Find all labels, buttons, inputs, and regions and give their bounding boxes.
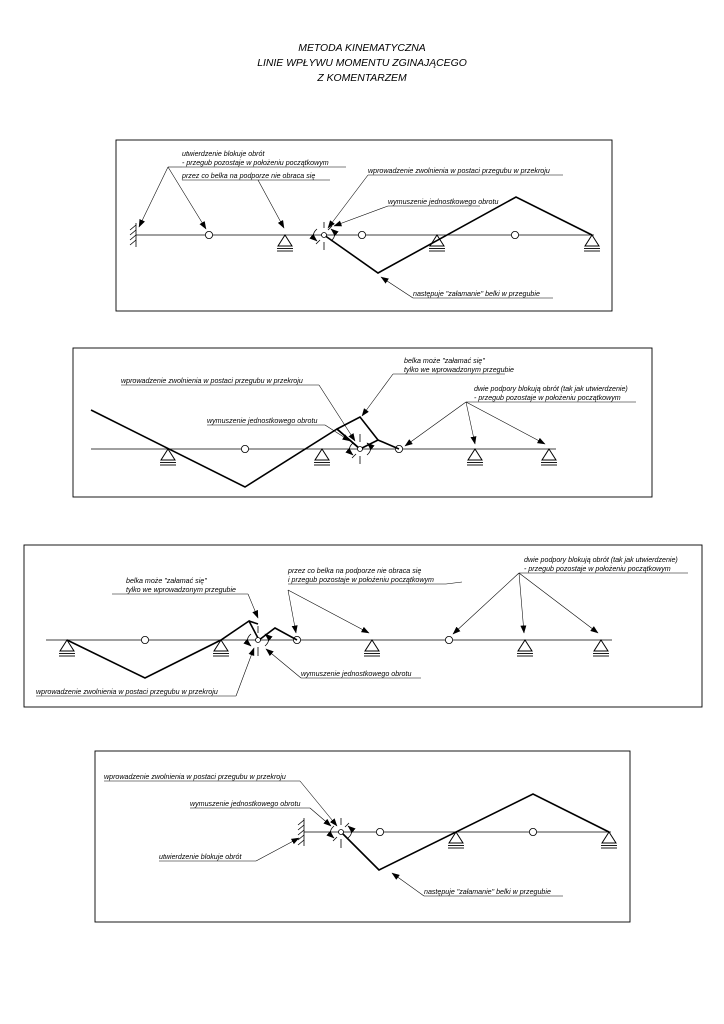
label-utwierdzenie: utwierdzenie blokuje obrót — [182, 150, 265, 158]
label-dwie-podpory: dwie podpory blokują obrót (tak jak utwierdzenie) — [474, 385, 628, 393]
hinge — [529, 828, 536, 835]
label-belka: belka może "załamać się" — [126, 577, 207, 585]
unit-rotation-symbol — [248, 626, 269, 656]
label-wymuszenie: wymuszenie jednostkowego obrotu — [207, 417, 318, 425]
title-line-1: METODA KINEMATYCZNA — [298, 43, 426, 54]
title-block — [257, 43, 467, 84]
label-belka: belka może "załamać się" — [404, 357, 485, 365]
label-wprowadzenie: wprowadzenie zwolnienia w postaci przegubu w przekroju — [368, 167, 550, 175]
roller-support — [277, 235, 293, 251]
hinge — [445, 636, 452, 643]
label-przegub-poczatkowy: i przegub pozostaje w położeniu początkowym — [288, 576, 434, 584]
roller-support — [517, 640, 533, 656]
panel-2 — [73, 348, 652, 497]
label-wymuszenie: wymuszenie jednostkowego obrotu — [190, 800, 301, 808]
label-wprowadzenie: wprowadzenie zwolnienia w postaci przegubu w przekroju — [104, 773, 286, 781]
roller-support — [314, 449, 330, 465]
panel-2-frame — [73, 348, 652, 497]
title-line-3: Z KOMENTARZEM — [317, 73, 407, 84]
label-przegub-poczatkowy: - przegub pozostaje w położeniu początkowym — [182, 159, 329, 167]
panel-1 — [116, 140, 612, 311]
label-wprowadzenie: wprowadzenie zwolnienia w postaci przegubu w przekroju — [36, 688, 218, 696]
hinge — [241, 445, 248, 452]
hinge — [358, 231, 365, 238]
influence-line — [360, 440, 399, 449]
roller-support — [467, 449, 483, 465]
hinge — [141, 636, 148, 643]
label-tylko: tylko we wprowadzonym przegubie — [126, 586, 237, 594]
label-nastepuje: następuje "załamanie" belki w przegubie — [424, 888, 551, 896]
influence-line — [259, 628, 297, 640]
roller-support — [593, 640, 609, 656]
label-przez-co: przez co belka na podporze nie obraca się — [288, 567, 422, 575]
roller-support — [364, 640, 380, 656]
panel-4 — [95, 751, 630, 922]
label-tylko: tylko we wprowadzonym przegubie — [404, 366, 515, 374]
label-utwierdzenie: utwierdzenie blokuje obrót — [159, 853, 242, 861]
panel-3 — [24, 545, 702, 707]
influence-line — [337, 429, 360, 449]
roller-support — [601, 832, 617, 848]
label-wprowadzenie: wprowadzenie zwolnienia w postaci przegubu w przekroju — [121, 377, 303, 385]
label-wymuszenie: wymuszenie jednostkowego obrotu — [301, 670, 412, 678]
unit-rotation-symbol — [331, 818, 352, 848]
unit-rotation-symbol — [314, 222, 335, 250]
fixed-support — [130, 223, 136, 247]
hinge — [376, 828, 383, 835]
fixed-support — [298, 818, 304, 846]
label-dwie-podpory: dwie podpory blokują obrót (tak jak utwierdzenie) — [524, 556, 678, 564]
hinge — [205, 231, 212, 238]
label-przez-co: przez co belka na podporze nie obraca się — [182, 172, 316, 180]
influence-line — [67, 621, 259, 678]
title-line-2: LINIE WPŁYWU MOMENTU ZGINAJĄCEGO — [257, 58, 467, 69]
label-przegub-poczatkowy: - przegub pozostaje w położeniu początkowym — [524, 565, 671, 573]
label-wymuszenie: wymuszenie jednostkowego obrotu — [388, 198, 499, 206]
label-nastepuje: następuje "załamanie" belki w przegubie — [413, 290, 540, 298]
roller-support — [584, 235, 600, 251]
label-przegub-poczatkowy: - przegub pozostaje w położeniu początkowym — [474, 394, 621, 402]
hinge — [511, 231, 518, 238]
roller-support — [541, 449, 557, 465]
